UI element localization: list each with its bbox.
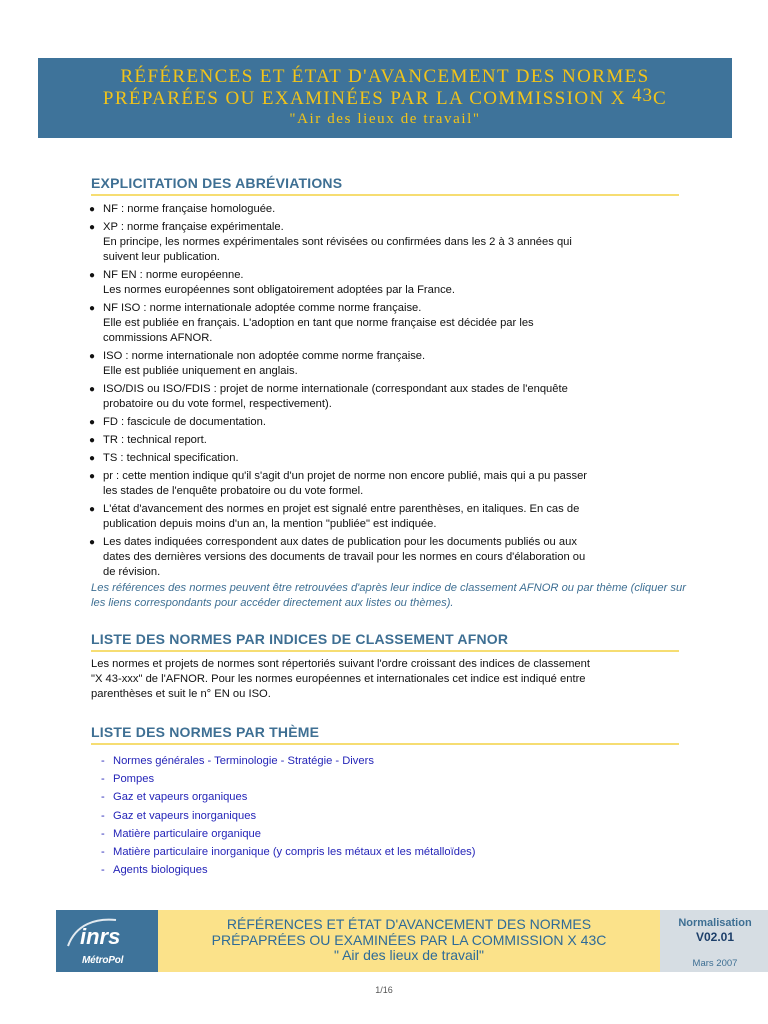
abbreviation-item <box>86 220 686 265</box>
header-title-line-2 <box>38 85 732 110</box>
theme-link[interactable] <box>101 788 476 806</box>
bullet-icon: ● <box>89 471 96 482</box>
footer-title-block <box>158 910 660 972</box>
theme-link[interactable] <box>101 752 476 770</box>
abbreviation-line: ISO : norme internationale non adoptée comme norme française. <box>103 350 426 362</box>
bullet-icon: ● <box>89 453 96 464</box>
bullet-icon: ● <box>89 222 96 233</box>
bullet-icon: ● <box>89 435 96 446</box>
dash-bullet-icon: - <box>101 846 105 859</box>
abbreviation-line: Les dates indiquées correspondent aux dates de publication pour les documents publiés ou aux <box>103 536 577 548</box>
theme-link-label: Pompes <box>113 773 155 786</box>
section-title-afnor: LISTE DES NORMES PAR INDICES DE CLASSEMENT AFNOR <box>91 631 679 652</box>
abbreviation-item <box>86 382 686 412</box>
abbreviation-line: NF : norme française homologuée. <box>103 203 276 215</box>
abbreviation-item <box>86 349 686 379</box>
theme-link-label: Gaz et vapeurs inorganiques <box>113 809 257 822</box>
abbreviation-line: TR : technical report. <box>103 434 207 446</box>
abbreviation-line: les stades de l'enquête probatoire ou du vote formel. <box>103 485 364 497</box>
dash-bullet-icon: - <box>101 864 105 877</box>
abbreviation-item <box>86 268 686 298</box>
afnor-paragraph-line: "X 43-xxx" de l'AFNOR. Pour les normes européennes et internationales cet indice est indiqué entre <box>91 673 586 685</box>
header-subtitle: "Air des lieux de travail" <box>289 111 481 127</box>
theme-link[interactable] <box>101 807 476 825</box>
abbreviation-item <box>86 415 686 430</box>
theme-link-label: Normes générales - Terminologie - Stratégie - Divers <box>113 755 374 767</box>
abbreviation-line: probatoire ou du vote formel, respectivement). <box>103 398 332 410</box>
abbreviation-line: pr : cette mention indique qu'il s'agit d'un projet de norme non encore publié, mais qui a pu passer <box>103 470 588 482</box>
abbreviation-line: TS : technical specification. <box>103 452 239 464</box>
metropol-label: MétroPol <box>82 955 124 966</box>
footer <box>56 910 752 972</box>
inrs-logo-text: inrs <box>80 924 121 949</box>
bullet-icon: ● <box>89 537 96 548</box>
abbreviation-item <box>86 433 686 448</box>
section-title-themes: LISTE DES NORMES PAR THÈME <box>91 724 679 745</box>
abbreviation-line: L'état d'avancement des normes en projet est signalé entre parenthèses, en italiques. En cas de <box>103 503 580 515</box>
theme-list <box>101 752 476 879</box>
theme-link-label: Matière particulaire organique <box>113 827 262 840</box>
bullet-icon: ● <box>89 351 96 362</box>
abbreviation-line: publication depuis moins d'un an, la mention "publiée" est indiquée. <box>103 518 437 530</box>
afnor-paragraph-line: parenthèses et suit le n° EN ou ISO. <box>91 688 271 700</box>
afnor-paragraph-line: Les normes et projets de normes sont répertoriés suivant l'ordre croissant des indices de classement <box>91 658 590 670</box>
header-title-line-2-number: 43 <box>632 85 654 106</box>
footer-title-line-3: " Air des lieux de travail" <box>333 947 484 963</box>
abbreviation-line: de révision. <box>103 566 161 578</box>
abbreviation-line: Elle est publiée uniquement en anglais. <box>103 365 298 377</box>
inrs-logo <box>56 910 158 972</box>
version-label: V02.01 <box>695 930 735 944</box>
dash-bullet-icon: - <box>101 755 105 767</box>
abbreviation-line: commissions AFNOR. <box>103 332 213 344</box>
bullet-icon: ● <box>89 384 96 395</box>
abbreviation-line: Les normes européennes sont obligatoirement adoptées par la France. <box>103 284 456 296</box>
abbreviation-line: FD : fascicule de documentation. <box>103 416 266 428</box>
abbreviation-item <box>86 535 686 580</box>
abbreviation-line: XP : norme française expérimentale. <box>103 221 284 233</box>
abbreviation-item <box>86 451 686 466</box>
theme-link-label: Matière particulaire inorganique (y compris les métaux et les métalloïdes) <box>113 846 476 859</box>
theme-link[interactable] <box>101 843 476 861</box>
theme-link-label: Agents biologiques <box>113 864 208 877</box>
footer-title-line-2: PRÉPAPRÉES OU EXAMINÉES PAR LA COMMISSION X 43C <box>211 931 607 948</box>
theme-link[interactable] <box>101 770 476 788</box>
abbreviation-line: En principe, les normes expérimentales sont révisées ou confirmées dans les 2 à 3 années qui <box>103 236 572 248</box>
abbreviation-line: Elle est publiée en français. L'adoption en tant que norme française est décidée par les <box>103 317 534 329</box>
dash-bullet-icon: - <box>101 791 105 804</box>
header-title-line-1: RÉFÉRENCES ET ÉTAT D'AVANCEMENT DES NORMES <box>120 66 650 87</box>
abbreviations-list <box>86 202 686 583</box>
abbreviation-line: NF ISO : norme internationale adoptée comme norme française. <box>103 302 422 314</box>
dash-bullet-icon: - <box>101 809 105 822</box>
italic-note: Les références des normes peuvent être retrouvées d'après leur indice de classement AFNOR ou par thème (cliquer sur les liens correspondants pour accéder directement aux listes ou thèmes). <box>91 582 686 609</box>
abbreviation-line: dates des dernières versions des documents de travail pour les normes en cours d'élaboration ou <box>103 551 586 563</box>
bullet-icon: ● <box>89 504 96 515</box>
theme-link[interactable] <box>101 861 476 879</box>
abbreviation-line: suivent leur publication. <box>103 251 220 263</box>
page-number: 1/16 <box>375 985 393 995</box>
theme-link-label: Gaz et vapeurs organiques <box>113 791 248 804</box>
footer-title-line-1: RÉFÉRENCES ET ÉTAT D'AVANCEMENT DES NORMES <box>226 916 592 932</box>
section-title-abbreviations: EXPLICITATION DES ABRÉVIATIONS <box>91 175 679 196</box>
date-label: Mars 2007 <box>692 958 738 969</box>
bullet-icon: ● <box>89 270 96 281</box>
abbreviation-item <box>86 502 686 532</box>
header-banner <box>38 58 732 138</box>
theme-link[interactable] <box>101 825 476 843</box>
abbreviation-item <box>86 202 686 217</box>
normalisation-label: Normalisation <box>678 917 752 929</box>
bullet-icon: ● <box>89 417 96 428</box>
afnor-paragraph <box>91 657 691 702</box>
abbreviation-item <box>86 301 686 346</box>
inrs-logo-mark-icon <box>66 916 150 950</box>
header-title-line-2-end: C <box>653 88 668 109</box>
bullet-icon: ● <box>89 204 96 215</box>
bullet-icon: ● <box>89 303 96 314</box>
dash-bullet-icon: - <box>101 827 105 840</box>
abbreviation-line: ISO/DIS ou ISO/FDIS : projet de norme internationale (correspondant aux stades de l'enquête <box>103 383 568 395</box>
dash-bullet-icon: - <box>101 773 105 786</box>
abbreviation-line: NF EN : norme européenne. <box>103 269 244 281</box>
footer-version-block <box>660 910 768 972</box>
abbreviation-item <box>86 469 686 499</box>
header-title-line-2-main: PRÉPARÉES OU EXAMINÉES PAR LA COMMISSION X <box>102 88 633 109</box>
